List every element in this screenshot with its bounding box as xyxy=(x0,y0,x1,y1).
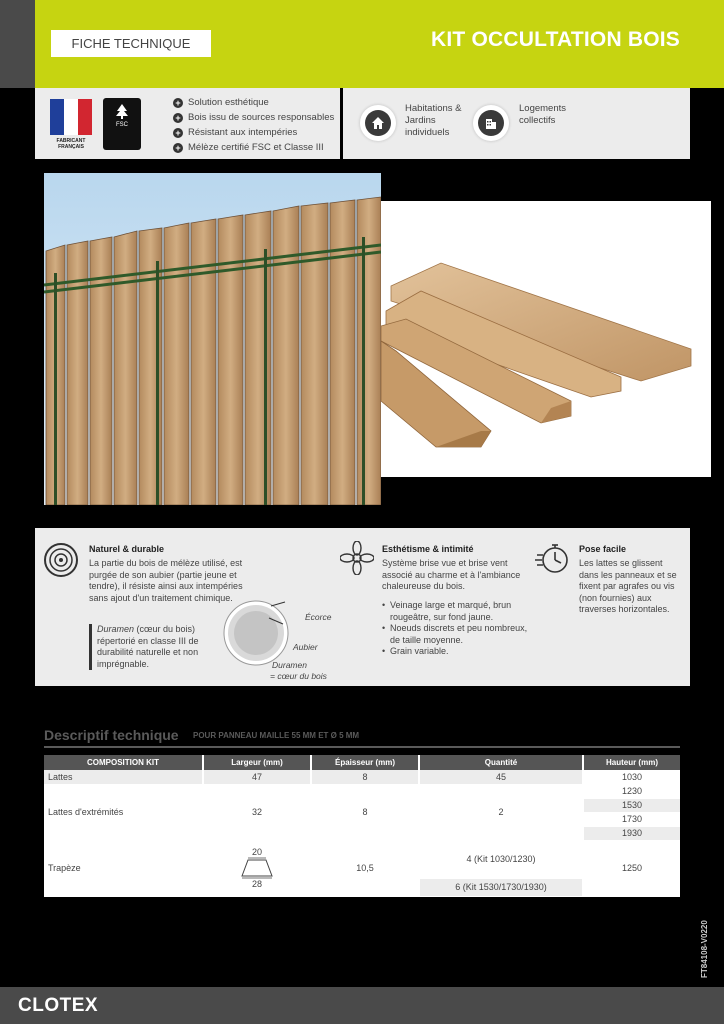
esthetisme-title: Esthétisme & intimité xyxy=(382,544,474,554)
fsc-label: FSC xyxy=(116,122,128,128)
pose-text: Les lattes se glissent dans les panneaux et se fixent par agrafes ou vis (non fournies) aux traverses horizontales. xyxy=(579,558,677,614)
cell-hauteur: 1930 xyxy=(583,826,680,840)
cell-epaisseur: 8 xyxy=(311,784,419,840)
wood-section-diagram xyxy=(221,598,291,668)
usage-panel xyxy=(343,88,690,159)
info-panel xyxy=(35,528,690,686)
cell-composition: Trapèze xyxy=(44,840,203,896)
duramen-term: Duramen xyxy=(97,624,135,634)
fsc-badge xyxy=(103,98,141,150)
features-panel xyxy=(35,88,340,159)
duramen-note-text: (cœur du bois) répertorié en classe III de durabilité naturelle et non imprégnable. xyxy=(97,624,199,669)
feature-item: + Mélèze certifié FSC et Classe III xyxy=(173,140,334,155)
plus-icon: + xyxy=(173,143,183,153)
feature-item: + Bois issu de sources responsables xyxy=(173,110,334,125)
footer-band xyxy=(0,987,724,1024)
table-row xyxy=(44,840,680,878)
esthetisme-bullets xyxy=(382,600,532,658)
aubier-label: Aubier xyxy=(293,642,318,652)
cell-quantite: 2 xyxy=(419,784,583,840)
planks-photo xyxy=(381,201,711,477)
cell-hauteur: 1230 xyxy=(583,784,680,798)
trapeze-bottom-value: 28 xyxy=(251,879,262,889)
flower-icon xyxy=(340,541,374,575)
bullet-item: • Noeuds discrets et peu nombreux, de taille moyenne. xyxy=(382,623,532,646)
brand-logo: CLOTEX xyxy=(18,995,99,1016)
column-header: COMPOSITION KIT xyxy=(44,755,203,770)
plus-icon: + xyxy=(173,113,183,123)
cell-quantite: 45 xyxy=(419,770,583,784)
naturel-title: Naturel & durable xyxy=(89,544,165,554)
document-reference: FT84108-V0220 xyxy=(700,920,709,978)
cell-composition: Lattes xyxy=(44,770,203,784)
tree-rings-icon xyxy=(43,542,79,578)
duramen-label: Duramen xyxy=(272,660,307,670)
spec-table xyxy=(44,755,680,897)
column-header: Hauteur (mm) xyxy=(583,755,680,770)
fabricant-label: FABRICANT FRANÇAIS xyxy=(56,138,86,150)
cell-trapeze-shape xyxy=(203,840,311,896)
column-header: Quantité xyxy=(419,755,583,770)
coeur-label: = cœur du bois xyxy=(270,671,327,681)
french-flag-icon xyxy=(50,99,92,135)
cell-quantite: 6 (Kit 1530/1730/1930) xyxy=(419,878,583,896)
cell-epaisseur: 8 xyxy=(311,770,419,784)
duramen-note xyxy=(89,624,214,670)
table-subtitle: POUR PANNEAU MAILLE 55 MM ET Ø 5 MM xyxy=(193,731,360,740)
trapeze-icon xyxy=(240,857,274,879)
table-title: Descriptif technique xyxy=(44,727,179,743)
naturel-text: La partie du bois de mélèze utilisé, est purgée de son aubier (partie jeune et tendre), il résiste ainsi aux intempéries sans ajout d'un traitement chimique. xyxy=(89,558,243,603)
plus-icon: + xyxy=(173,98,183,108)
ecorce-label: Écorce xyxy=(305,612,332,622)
trapeze-top-value: 20 xyxy=(251,847,262,857)
pose-title: Pose facile xyxy=(579,544,627,554)
page-title: KIT OCCULTATION BOIS xyxy=(431,28,680,51)
plus-icon: + xyxy=(173,128,183,138)
table-rule xyxy=(44,746,680,748)
cell-hauteur: 1730 xyxy=(583,812,680,826)
cell-largeur: 32 xyxy=(203,784,311,840)
cell-composition: Lattes d'extrémités xyxy=(44,784,203,840)
column-header: Largeur (mm) xyxy=(203,755,311,770)
feature-list xyxy=(173,95,334,155)
cell-hauteur: 1030 xyxy=(583,770,680,784)
feature-item: + Solution esthétique xyxy=(173,95,334,110)
bullet-item: • Veinage large et marqué, brun rougeâtre, sur fond jaune. xyxy=(382,600,532,623)
usage-label: Habitations & Jardins individuels xyxy=(405,103,462,138)
cell-epaisseur: 10,5 xyxy=(311,840,419,896)
esthetisme-text: Système brise vue et brise vent associé au charme et à l'ambiance chaleureuse du bois. xyxy=(382,558,521,591)
table-header-row xyxy=(44,755,680,770)
column-header: Épaisseur (mm) xyxy=(311,755,419,770)
fsc-tree-icon xyxy=(114,103,130,119)
document-type-label: FICHE TECHNIQUE xyxy=(51,30,211,57)
fence-photo xyxy=(44,173,381,505)
feature-item: + Résistant aux intempéries xyxy=(173,125,334,140)
cell-hauteur: 1530 xyxy=(583,798,680,812)
header-left-band xyxy=(0,0,35,88)
fabricant-francais-badge xyxy=(50,99,92,151)
cell-largeur: 47 xyxy=(203,770,311,784)
header-band xyxy=(35,0,724,88)
bullet-item: • Grain variable. xyxy=(382,646,532,658)
building-icon xyxy=(473,105,509,141)
usage-label: Logements collectifs xyxy=(519,103,567,126)
table-row xyxy=(44,784,680,798)
cell-hauteur: 1250 xyxy=(583,840,680,896)
stopwatch-icon xyxy=(535,541,571,575)
house-icon xyxy=(360,105,396,141)
table-row xyxy=(44,770,680,784)
cell-quantite: 4 (Kit 1030/1230) xyxy=(419,840,583,878)
